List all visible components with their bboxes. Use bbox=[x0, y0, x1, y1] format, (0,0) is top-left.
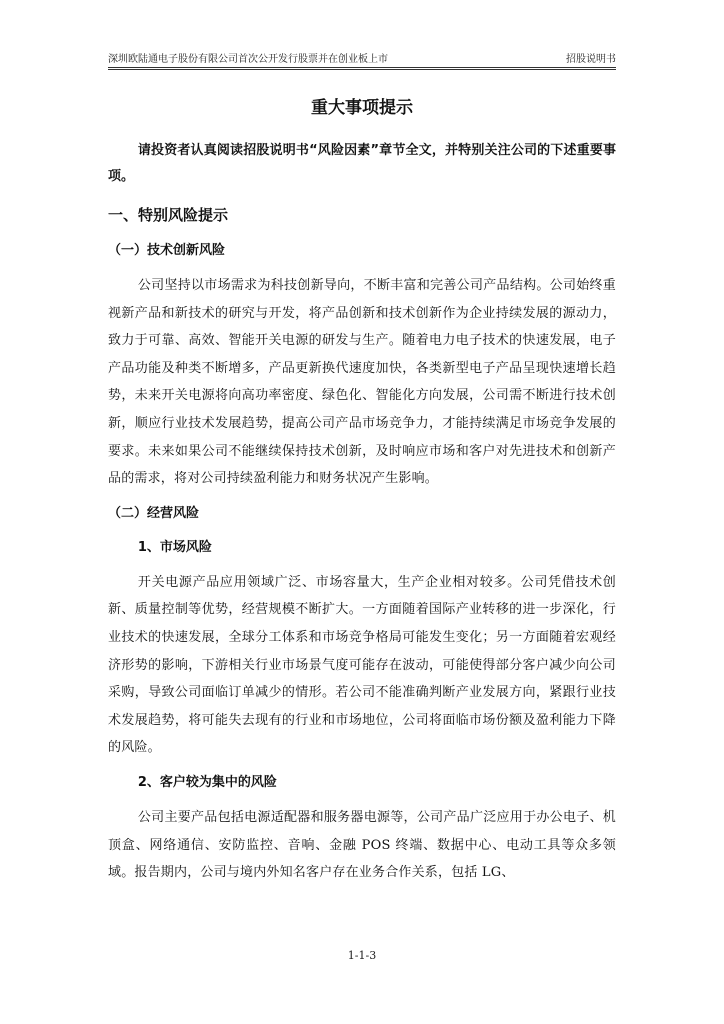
subsection-heading-operating-risk: （二）经营风险 bbox=[108, 505, 200, 521]
header-rule-top bbox=[108, 67, 616, 68]
page-header bbox=[108, 50, 616, 66]
section-heading-special-risks: 一、特别风险提示 bbox=[108, 206, 229, 224]
paragraph-tech-innovation: 公司坚持以市场需求为科技创新导向，不断丰富和完善公司产品结构。公司始终重视新产品和新技术的研究与开发，将产品创新和技术创新作为企业持续发展的源动力，致力于可靠、高效、智能开关电源的研发与生产。随着电力电子技术的快速发展，电子产品功能及种类不断增多，产品更新换代速度加快，各类新型电子产品呈现快速增长趋势，未来开关电源将向高功率密度、绿色化、智能化方向发展，公司需不断进行技术创新，顺应行业技术发展趋势，提高公司产品市场竞争力，才能持续满足市场竞争发展的要求。未来如果公司不能继续保持技术创新，及时响应市场和客户对先进技术和创新产品的需求，将对公司持续盈利能力和财务状况产生影响。 bbox=[108, 278, 616, 487]
page-number: 1-1-3 bbox=[347, 949, 377, 962]
item-heading-market-risk: 1、市场风险 bbox=[137, 539, 212, 555]
header-company-name: 深圳欧陆通电子股份有限公司首次公开发行股票并在创业板上市 bbox=[108, 54, 388, 65]
header-document-type: 招股说明书 bbox=[566, 54, 616, 65]
header-rule-bottom bbox=[108, 69, 616, 70]
subsection-heading-tech-innovation: （一）技术创新风险 bbox=[108, 243, 226, 258]
page-body bbox=[108, 96, 616, 895]
paragraph-market-risk: 开关电源产品应用领域广泛、市场容量大，生产企业相对较多。公司凭借技术创新、质量控制等优势，经营规模不断扩大。一方面随着国际产业转移的进一步深化，行业技术的快速发展，全球分工体系和市场竞争格局可能发生变化；另一方面随着宏观经济形势的影响，下游相关行业市场景气度可能存在波动，可能使得部分客户减少向公司采购，导致公司面临订单减少的情形。若公司不能准确判断产业发展方向，紧跟行业技术发展趋势，将可能失去现有的行业和市场地位，公司将面临市场份额及盈利能力下降的风险。 bbox=[108, 574, 616, 756]
page-title: 重大事项提示 bbox=[311, 98, 413, 118]
paragraph-customer-concentration: 公司主要产品包括电源适配器和服务器电源等，公司产品广泛应用于办公电子、机顶盒、网络通信、安防监控、音响、金融 POS 终端、数据中心、电动工具等众多领域。报告期内，公司与境内外知名客户存在业务合作关系，包括 LG、 bbox=[108, 809, 616, 881]
intro-paragraph: 请投资者认真阅读招股说明书“风险因素”章节全文，并特别关注公司的下述重要事项。 bbox=[108, 143, 616, 184]
item-heading-customer-concentration: 2、客户较为集中的风险 bbox=[137, 774, 277, 790]
